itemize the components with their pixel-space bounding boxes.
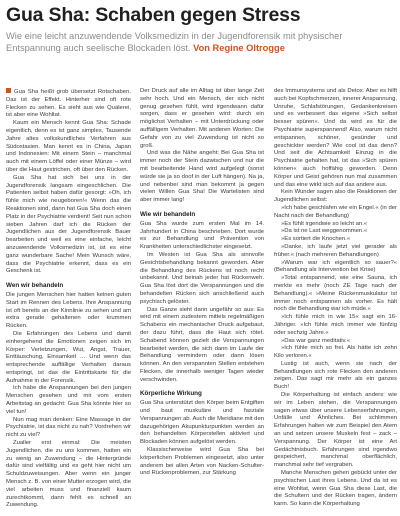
paragraph: Gua Sha wurde zum ersten Mal im 14. Jahrhundert in China beschrieben. Dort wurde es zur Behandlung und Prävention von Krankheiten unterschiedlichster eingesetzt. (140, 220, 264, 251)
article-start-square-icon (6, 88, 11, 93)
paragraph: Gua Sha unterstützt den Körper beim Entgiften und baut muskuläre und fasziale Verspannungen ab. Auch die Meridiane mit den dazugehörigen Akupunkturpunkten werden an den behandelten Körperstellen aktiviert und Blockaden können aufgelöst werden. (140, 400, 264, 446)
quote: »Ich fühle mich in wie 15« sagt ein 16-Jähriger. »Ich fühle mich immer wie fünfzig oder sechzig Jahre.« (274, 314, 397, 336)
section-heading: Körperliche Wirkung (140, 390, 202, 398)
quote: »Das war ganz meditativ.« (281, 337, 350, 344)
paragraph: Im Westen ist Gua Sha als sinnvolle Gesichtsbehandlung bekannt geworden. Aber die Behandlung des Rückens ist noch recht unbekannt. Und beinah jeder hat Rückenweh. Gua Sha löst dort die Verspannungen und die behandelten Rücken sich anschließend auch psychisch gelöster. (140, 251, 264, 305)
paragraph: Der Druck auf alle im Alltag ist über lange Zeit sehr hoch. Und ein Mensch, der sich nicht genug gesehen fühlt, wird irgendwann dafür sorgen, dass er gesehen wird: durch ein möglichst Verhalten – mit Unterdrückung oder auffälligem Verhalten. Mit anderen Worten: Die Gefahr von zu viel Zuwendung ist nicht so groß. (140, 88, 264, 149)
text-column-2 (140, 88, 264, 514)
paragraph: Manche Menschen gehen gebückt unter der psychischen Last ihres Lebens. Und da ist es eine Wohltat, wenn Gua Sha diese Last, die die Schultern und der Rücken tragen, ändern kann. So kann die Körperhaltung (274, 470, 397, 508)
article-title: Gua Sha: Schaben gegen Stress (6, 4, 301, 26)
paragraph: Kein Wunder sagen also die Reaktionen der Jugendlichen selbst: (274, 189, 397, 204)
quote: »Es fühlt irgendwie so leicht an.« (281, 220, 368, 227)
paragraph: Die jungen Menschen hier hatten keinen guten Start im Rennen des Lebens. Ihre Anspannung ist oft bereits an der Kinnlinie zu sehen und am extra gerade gehaltenen oder krummen Rücken. (6, 291, 131, 330)
paragraph: Klassischerweise wird Gua Sha bei körperlichen Problemen eingesetzt, also unter anderem bei allen Arten von Nacken-Schulter- und Rückenproblemen, zur Stärkung (140, 447, 264, 477)
author-byline: Von Regine Oltrogge (193, 42, 285, 53)
section-heading: Wie wir behandeln (140, 210, 196, 218)
paragraph: Die Körperhaltung ist einfach anders: wie wir im Leben stehen, die Verspannungen sagen etwas über unsere Lebenserfahrungen, Unfälle und Ähnliches. Bei schlimmen Erfahrungen halten wir zum Beispiel den Atem an und setzen unsere Muskeln fest – zack – Verspannung. Der Körper ist eine Art Gedächtnisbuch. Erfahrungen sind irgendwo gespeichert, manchmal oberflächlich, manchmal sehr tief vergraben. (274, 392, 397, 469)
quote: »Ich habe geschlafen wie ein Engel.« (in der Nacht nach der Behandlung) (274, 204, 397, 219)
paragraph: Kaum ein Mensch kennt Gua Sha: Schade eigentlich, denn es ist ganz simples, Tausende Jahre altes volkskundliches Verfahren aus Südostasien. Man kennt es in China, Japan und Indonesien: Mit einem Stein – manchmal auch mit einem Löffel oder einer Münze – wird über die Haut gestrichen, oft über den Rücken. (6, 120, 131, 173)
paragraph: Ich habe die Anspannungen bei den jungen Menschen gesehen und mir vom ersten Arbeitstag an gedacht: Gua Sha könnte hier so viel tun! (6, 385, 131, 415)
paragraph: Gua Sha hat sich bei uns in der Jugendforensik langsam eingeschlichen. Die Patienten selbst haben dafür gesorgt: »Oh, ich fühle mich wie neugeboren!« Wenn das die Reaktionen sind, dann hat Gua Sha doch einen Platz in der Psychiatrie verdient! Seit nun schon sieben Jahren darf ich die Rücken der Jugendlichen aus der Jugendforensik Bauer bearbeiten und weil es eine einfache, leicht anzuwendende Volksmedizin ist, ist es eine ganz wunderbare Sache! Mein Wunsch wäre, dass die Psychiatrie erkennt, dass es ein Geschenk ist. (6, 174, 131, 275)
paragraph: Zualler erst einmal: Die meisten Jugendlichen, die zu uns kommen, hatten ein zu wenig an Zuwendung – die Hintergründe dafür sind vielfältig und es geht hier nicht um Schuldzuweisungen. Aber wenn ein junger Mensch z. B. von einer Mutter erzogen wird, die viel arbeiten muss und finanziell kaum zurechtkommt, dann fehlt es schnell an Zuwendung. (6, 440, 131, 509)
lead-text: Wie eine leicht anzuwendende Volksmedizin in der Jugendforensik mit physischer Entspannung auch seelische Blockaden löst. (6, 31, 343, 53)
paragraph: Und was die Nähe angeht: Bei Gua Sha ist immer noch der Stein dazwischen und nur die mit bearbeitende Hand wird aufgelegt (sonst würde sie ja so doof in der Luft hängen). Na ja, und nebenbei sind man bekommt ja gegen vielen Willen Gua Sha! Die Wartelisten sind aber immer lang! (140, 150, 264, 204)
text-column-1 (6, 88, 131, 514)
paragraph: Lustig ist auch, wenn sie nach der Behandlungen sich rote Flecken den anderen zeigen. Das sagt mir mehr als ein ganzes Buch! (274, 360, 397, 391)
article-lead (6, 31, 398, 55)
section-heading: Wen wir behandeln (6, 282, 64, 290)
paragraph-text: Gua Sha heißt grob übersetzt Rotschaben. Das ist der Effekt. Hinterher sind oft rote Flecken zu sehen. Es sieht aus wie Quälerei, ist aber eine Wohltat. (6, 89, 131, 119)
quote: »Da ist ne Last weggenommen.« (281, 228, 368, 235)
quote: »Es sortiert die Knochen.« (281, 236, 351, 243)
quote: »Danke, ich laufe jetzt viel gerader als früher.« (nach mehreren Behandlungen) (274, 243, 397, 258)
paragraph: Nun mag man denken: Eine Massage in der Psychiatrie, ist das nicht zu nah? Vordrehen wir nicht zu viel? (6, 416, 131, 439)
text-column-3 (274, 88, 397, 514)
paragraph: Die Erfahrungen des Lebens und damit einhergehend die Emotionen zeigen sich im Körper: Verletzungen, Wut, Angst, Trauer, Enttäuschung, Einsamkeit … Und wenn das entsprechende auffällige Verhalten daraus entspringt, ist das die Eintrittskarte für die Aufnahme in der Forensik. (6, 330, 131, 384)
quote: »Warum war ich eigentlich so sauer?« (Behandlung als Intervention bei Krise) (274, 259, 397, 274)
quote: »Ich fühle mich so frei. Als hätte ich zehn Kilo verloren.« (274, 345, 397, 360)
paragraph: Das Ganze sieht dann ungefähr so aus: Es wird mit einem zudestem mittels regelmäßigen Schabens ein mechanischer Druck aufgebaut, der dazu führt, dass die Haut sich rötet. Schabend können gezielt die Verspannungen bearbeitet werden, die sich dann im Laufe der Behandlung vermindern oder dann lösen können. An den verspannten Stellen entstehen Flecken, die innerhalb weniger Tagen wieder verschwinden. (140, 306, 264, 383)
paragraph: des Immunsystems und als Detox. Aber es hilft auch bei Kopfschmerzen, innerer Anspannung, Unruhe, Schlafstörungen, Gedankenkreisen und es verbessert das eigene »Sich selbst besser spüren«. Und da wird es für die Psychiatrie superspannend! Also, warum nicht entspannen, schöner, gesünder und geschickter werden? Wie cool ist das denn? Und seit die Achtsamkeit Einzug in die Psychiatrie gehalten hat, ist das »Sich spüren können« auch hoffähig geworden. Denn Körper und Geist gehören nun mal zusammen und das eine wirkt sich auf das andere aus. (274, 88, 397, 188)
quote: »Total entspannend, wie eine Sauna, ich merkte es mehr (noch ZE Tage nach der Behandlung).« »Meine Rückenmuskulatur ist immer noch entspannen als vorher. Es hält noch die Behandlung war ich müde.« (274, 275, 397, 313)
paragraph (6, 88, 131, 120)
